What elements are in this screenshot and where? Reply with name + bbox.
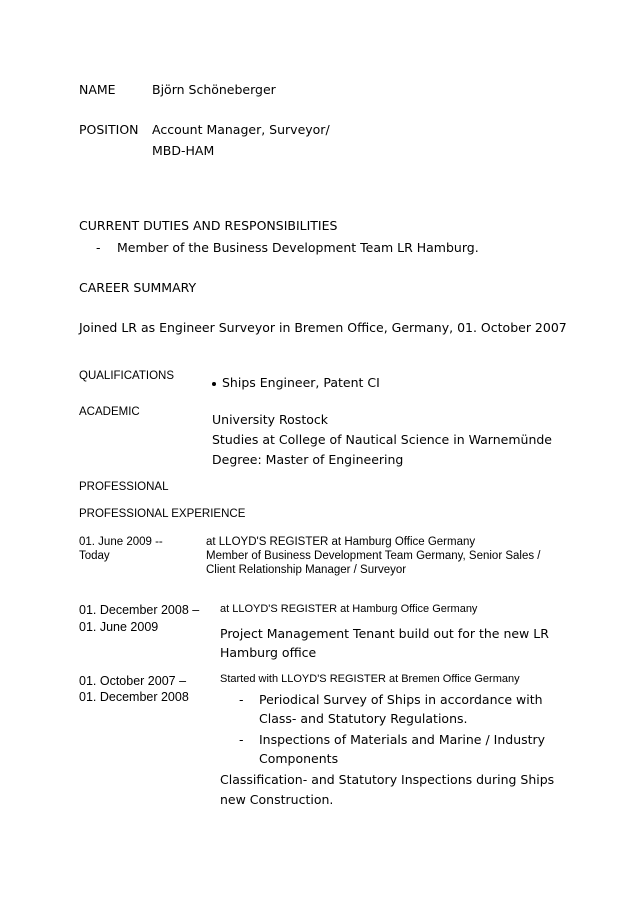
duty-dash: -	[96, 240, 101, 255]
experience-heading: PROFESSIONAL EXPERIENCE	[79, 508, 246, 520]
entry-3-date-2: 01. December 2008	[79, 690, 189, 704]
qualification-item	[212, 375, 380, 390]
academic-line-3: Degree: Master of Engineering	[212, 452, 404, 467]
entry-3-desc-1: Classification- and Statutory Inspections during Ships	[220, 772, 555, 787]
career-summary-heading: CAREER SUMMARY	[79, 280, 197, 295]
entry-1-line-3: Client Relationship Manager / Surveyor	[206, 564, 407, 576]
entry-1-date-1: 01. June 2009 --	[79, 536, 163, 548]
entry-1-date-2: Today	[79, 550, 110, 562]
entry-2-line-1: at LLOYD'S REGISTER at Hamburg Office Germany	[220, 603, 478, 615]
position-line-1: Account Manager, Surveyor/	[152, 122, 330, 137]
professional-label: PROFESSIONAL	[79, 481, 169, 493]
academic-line-2: Studies at College of Nautical Science in Warnemünde	[212, 432, 552, 447]
entry-3-bullet-2-a: Inspections of Materials and Marine / Industry	[259, 732, 546, 747]
entry-3-bullet-2-dash: -	[239, 732, 244, 747]
entry-3-line-1: Started with LLOYD'S REGISTER at Bremen Office Germany	[220, 673, 520, 685]
entry-3-desc-2: new Construction.	[220, 792, 334, 807]
entry-2-date-2: 01. June 2009	[79, 620, 159, 634]
academic-label: ACADEMIC	[79, 406, 140, 418]
name-value: Björn Schöneberger	[152, 82, 276, 97]
entry-1-line-2: Member of Business Development Team Germany, Senior Sales /	[206, 550, 541, 562]
qualifications-label: QUALIFICATIONS	[79, 370, 174, 382]
entry-2-desc-1: Project Management Tenant build out for the new LR	[220, 626, 549, 641]
entry-3-bullet-2-b: Components	[259, 751, 339, 766]
duty-item: Member of the Business Development Team LR Hamburg.	[117, 240, 479, 255]
position-line-2: MBD-HAM	[152, 143, 215, 158]
entry-2-desc-2: Hamburg office	[220, 645, 317, 660]
entry-1-line-1: at LLOYD'S REGISTER at Hamburg Office Germany	[206, 536, 476, 548]
entry-3-bullet-1-dash: -	[239, 692, 244, 707]
current-duties-heading: CURRENT DUTIES AND RESPONSIBILITIES	[79, 218, 338, 233]
entry-3-bullet-1-b: Class- and Statutory Regulations.	[259, 711, 468, 726]
name-label: NAME	[79, 82, 116, 97]
position-label: POSITION	[79, 122, 139, 137]
career-summary-text: Joined LR as Engineer Surveyor in Bremen Office, Germany, 01. October 2007	[79, 320, 567, 335]
entry-3-date-1: 01. October 2007 –	[79, 674, 187, 688]
entry-3-bullet-1-a: Periodical Survey of Ships in accordance with	[259, 692, 543, 707]
entry-2-date-1: 01. December 2008 –	[79, 603, 200, 617]
academic-line-1: University Rostock	[212, 412, 328, 427]
qualification-text: Ships Engineer, Patent CI	[222, 375, 380, 390]
bullet-icon	[212, 382, 216, 386]
